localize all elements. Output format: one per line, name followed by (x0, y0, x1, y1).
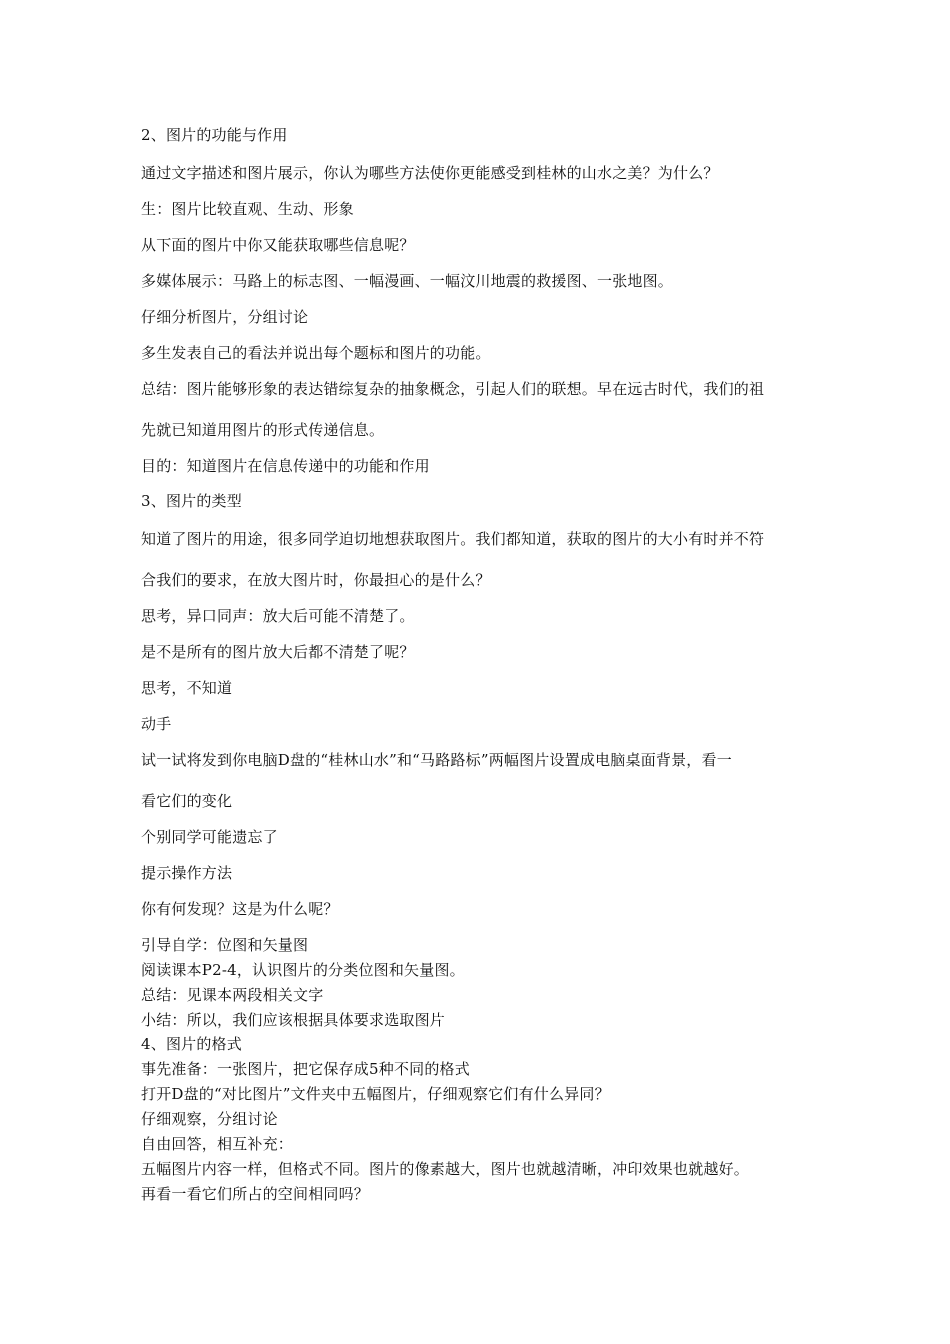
paragraph-line: 看它们的变化 (141, 792, 233, 810)
paragraph-line: 生：图片比较直观、生动、形象 (141, 200, 354, 218)
paragraph-line: 五幅图片内容一样，但格式不同。图片的像素越大，图片也就越清晰，冲印效果也就越好。 (141, 1160, 750, 1178)
paragraph-line: 总结：图片能够形象的表达错综复杂的抽象概念，引起人们的联想。早在远古时代，我们的祖 (141, 380, 765, 398)
paragraph-line: 总结：见课本两段相关文字 (141, 986, 324, 1004)
paragraph-line: 多媒体展示：马路上的标志图、一幅漫画、一幅汶川地震的救援图、一张地图。 (141, 272, 674, 290)
paragraph-line: 阅读课本P2-4，认识图片的分类位图和矢量图。 (141, 961, 465, 979)
section-heading-image-types: 3、图片的类型 (141, 492, 242, 510)
paragraph-line: 先就已知道用图片的形式传递信息。 (141, 421, 385, 439)
section-heading-image-function: 2、图片的功能与作用 (141, 126, 288, 144)
paragraph-line: 个别同学可能遗忘了 (141, 828, 278, 846)
section-heading-image-formats: 4、图片的格式 (141, 1035, 242, 1053)
paragraph-line: 小结：所以，我们应该根据具体要求选取图片 (141, 1011, 446, 1029)
paragraph-line: 是不是所有的图片放大后都不清楚了呢？ (141, 643, 415, 661)
paragraph-line: 引导自学：位图和矢量图 (141, 936, 309, 954)
paragraph-line: 思考，不知道 (141, 679, 233, 697)
paragraph-line: 从下面的图片中你又能获取哪些信息呢？ (141, 236, 415, 254)
paragraph-line: 提示操作方法 (141, 864, 233, 882)
paragraph-line: 通过文字描述和图片展示，你认为哪些方法使你更能感受到桂林的山水之美？为什么？ (141, 164, 719, 182)
paragraph-line: 合我们的要求，在放大图片时，你最担心的是什么？ (141, 571, 491, 589)
paragraph-line: 目的：知道图片在信息传递中的功能和作用 (141, 457, 430, 475)
paragraph-line: 再看一看它们所占的空间相同吗？ (141, 1185, 370, 1203)
paragraph-line: 多生发表自己的看法并说出每个题标和图片的功能。 (141, 344, 491, 362)
paragraph-line: 你有何发现？这是为什么呢？ (141, 900, 339, 918)
paragraph-line: 事先准备：一张图片，把它保存成5种不同的格式 (141, 1060, 470, 1078)
paragraph-line: 仔细观察，分组讨论 (141, 1110, 278, 1128)
paragraph-line: 思考，异口同声：放大后可能不清楚了。 (141, 607, 415, 625)
paragraph-line: 试一试将发到你电脑D盘的“桂林山水”和“马路路标”两幅图片设置成电脑桌面背景，看一 (141, 751, 732, 769)
paragraph-line: 仔细分析图片，分组讨论 (141, 308, 309, 326)
paragraph-line: 自由回答，相互补充： (141, 1135, 294, 1153)
paragraph-line: 打开D盘的“对比图片”文件夹中五幅图片，仔细观察它们有什么异同？ (141, 1085, 610, 1103)
paragraph-line: 知道了图片的用途，很多同学迫切地想获取图片。我们都知道，获取的图片的大小有时并不符 (141, 530, 765, 548)
paragraph-line: 动手 (141, 715, 172, 733)
